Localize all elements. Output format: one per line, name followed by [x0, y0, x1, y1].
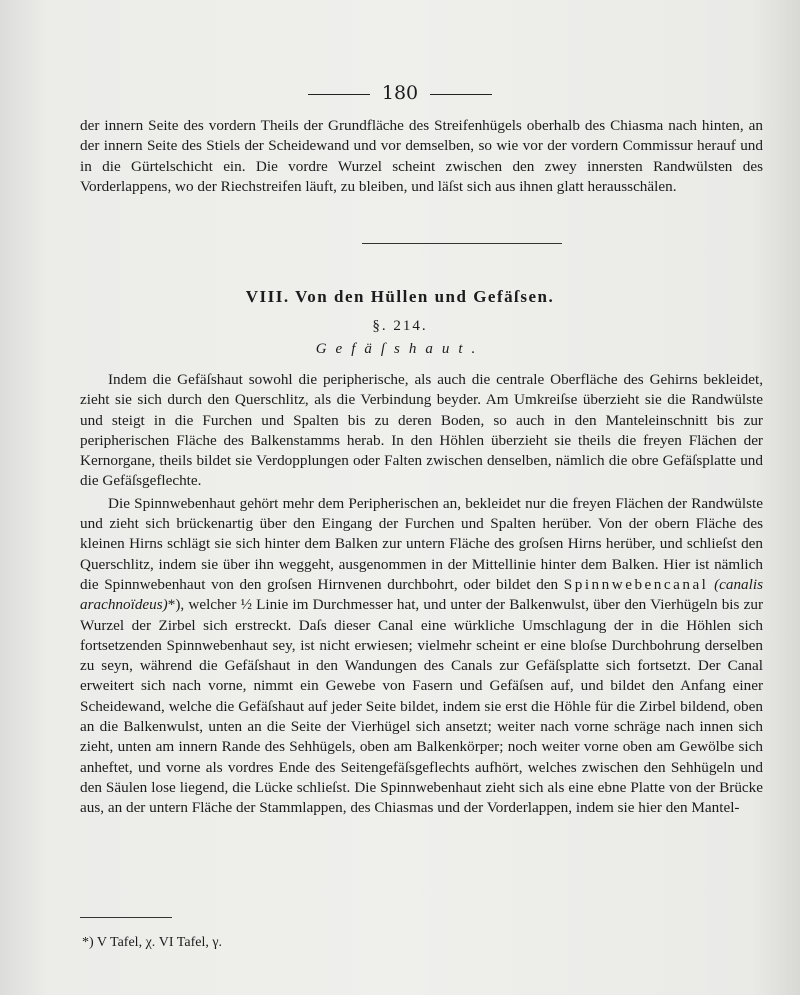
section-title: VIII. Von den Hüllen und Gefäſsen. — [245, 287, 555, 306]
intro-paragraph — [80, 116, 763, 197]
header-rule-right — [430, 94, 492, 95]
page-header — [0, 82, 800, 104]
header-rule-left — [308, 94, 370, 95]
intro-text: der innern Seite des vordern Theils der Grundfläche des Streifenhügels oberhalb des Chiasma nach hinten, an der innern Seite des Stiels der Scheidewand und vor demselben, so wie vor der vordern Commissur herauf und in die Gürtelschicht ein. Die vordre Wurzel scheint zwischen den zwey innersten Randwülsten des Vorderlappens, wo der Riechstreifen läuft, zu bleiben, und läſst sich aus ihnen glatt herausschälen. — [80, 117, 763, 195]
paragraph-2-part-a: Die Spinnwebenhaut gehört mehr dem Peripherischen an, bekleidet nur die freyen Flächen der Randwülste und zieht sich brückenartig über den Eingang der Furchen und Spalten herüber. Von der obern Fläche des kleinen Hirns schlägt sie sich hinter dem Balken zur untern Fläche des groſsen Hirns herüber, und schlieſst den Querschlitz, indem sie über ihn weggeht, ausgenommen in der Mittellinie hinter dem Balken. Hier ist nämlich die Spinnwebenhaut von den groſsen Hirnvenen durchbohrt, oder bildet den — [80, 494, 763, 593]
paragraph-2 — [80, 494, 763, 819]
page-number: 180 — [381, 82, 419, 104]
term-spinnwebencanal: Spinnwebencanal — [563, 575, 709, 593]
paragraph-number: §. 214. — [372, 318, 428, 334]
subsection-title: Gefäſshaut. — [315, 341, 485, 357]
footnote-rule — [80, 917, 172, 918]
paragraph-1: Indem die Gefäſshaut sowohl die peripherische, als auch die centrale Oberfläche des Gehirns bekleidet, zieht sie sich durch den Querschlitz, als die Verbindung beyder. Am Umkreiſse überzieht sie die Randwülste und steigt in die Furchen und Spalten bis zu deren Boden, so auch in den Manteleinschnitt bis zur peripherischen Fläche des Balkenstamms herab. In den Höhlen überzieht sie theils die freyen Flächen der Kernorgane, theils bildet sie Verdopplungen oder Falten zwischen denselben, nämlich die obre Gefäſsplatte und die Gefäſsgeflechte. — [80, 371, 763, 490]
section-divider — [362, 243, 562, 244]
main-text — [80, 370, 763, 819]
latin-term: (canalis arachnoïdeus) — [80, 575, 763, 614]
footnote: *) V Tafel, χ. VI Tafel, γ. — [82, 935, 223, 950]
paragraph-2-part-b: *), welcher ½ Linie im Durchmesser hat, und unter der Balkenwulst, über den Vierhügeln bis zur Wurzel der Zirbel sich erstreckt. Daſs dieser Canal eine würkliche Umschlagung der in die Höhlen sich fortsetzenden Spinnwebenhaut sey, ist nicht erwiesen; vielmehr scheint er eine bloſse Durchbohrung derselben zu seyn, während die Gefäſshaut in den Wandungen des Canals zur Gefäſsplatte sich fortsetzt. Der Canal erweitert sich nach vorne, nimmt ein Gewebe von Fasern und Gefäſsen auf, und bildet den Anfang einer Scheidewand, welche die Gefäſshaut auf jeder Seite bildet, indem sie erst die Höhle für die Zirbel bildend, oben an die Balkenwulst, unten an die Seite der Vierhügel sich ansetzt; weiter nach vorne schräge nach innen sich zieht, unten am innern Rande des Sehhügels, oben am Balkenkörper; noch weiter vorne oben am Gewölbe sich anheftet, und vorne als vordres Ende des Seitengefäſsgeflechts aufhört, welches zwischen den Sehhügeln und den Säulen lose liegend, die Lücke schlieſst. Die Spinnwebenhaut zieht sich als eine ebne Platte von der Brücke aus, an der untern Fläche der Stammlappen, des Chiasmas und der Vorderlappen, indem sie hier den Mantel- — [80, 596, 763, 817]
